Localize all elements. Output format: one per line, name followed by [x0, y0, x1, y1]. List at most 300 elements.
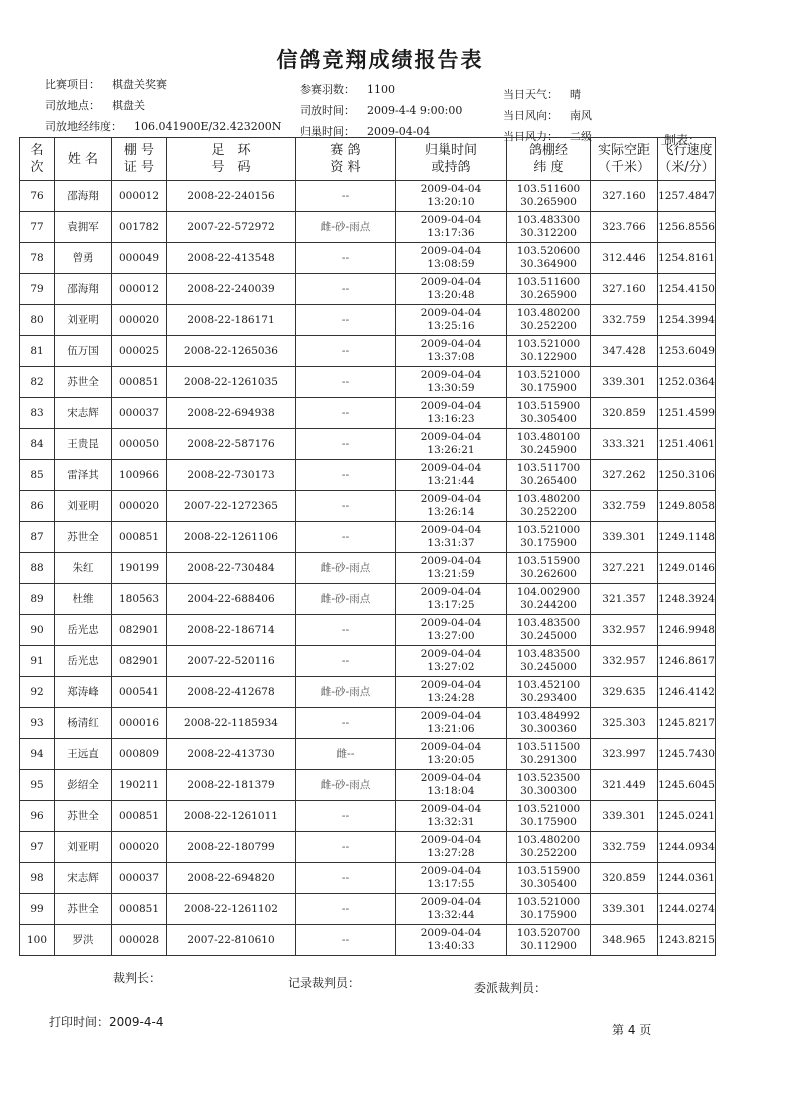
- loft-id-cell: [112, 181, 167, 212]
- loft-id-cell-loft_id: 000541: [118, 685, 160, 698]
- arrival-cell-date: 2009-04-04: [420, 400, 482, 412]
- header-ring: 足 环 号 码: [167, 138, 296, 181]
- rank-cell-rank: 95: [30, 778, 44, 791]
- coord-cell: [507, 491, 591, 522]
- arrival-cell-date: 2009-04-04: [420, 772, 482, 784]
- coord-cell-lon: 103.483500: [516, 617, 581, 629]
- loft-id-cell: [112, 522, 167, 553]
- loft-id-cell: [112, 491, 167, 522]
- arrival-cell: [396, 677, 507, 708]
- rank-cell: [20, 336, 55, 367]
- name-cell-name: 杨清红: [67, 716, 99, 729]
- distance-cell-distance: 325.303: [602, 716, 646, 729]
- ring-cell-ring: 2007-22-520116: [187, 654, 275, 667]
- coord-cell-lon: 103.452100: [516, 679, 581, 691]
- coord-cell-lon: 103.521000: [516, 803, 581, 815]
- info-cell-info: --: [341, 623, 350, 636]
- release-time: [300, 102, 462, 118]
- loft-id-cell-loft_id: 000037: [118, 406, 160, 419]
- rank-cell-rank: 80: [30, 313, 44, 326]
- distance-cell-distance: 321.357: [602, 592, 646, 605]
- rank-cell-rank: 99: [30, 902, 44, 915]
- coord-cell-lon: 103.515900: [516, 400, 581, 412]
- loft-id-cell: [112, 615, 167, 646]
- speed-cell: [658, 274, 716, 305]
- arrival-cell-date: 2009-04-04: [420, 369, 482, 381]
- distance-cell: [591, 212, 658, 243]
- name-cell-name: 宋志辉: [67, 406, 99, 419]
- ring-cell: [167, 181, 296, 212]
- arrival-cell-date: 2009-04-04: [420, 245, 482, 257]
- rank-cell-rank: 88: [30, 561, 44, 574]
- rank-cell-rank: 89: [30, 592, 44, 605]
- ring-cell: [167, 801, 296, 832]
- info-cell: [296, 615, 396, 646]
- speed-cell: [658, 801, 716, 832]
- loft-id-cell: [112, 305, 167, 336]
- rank-cell: [20, 367, 55, 398]
- loft-id-cell: [112, 863, 167, 894]
- rank-cell-rank: 83: [30, 406, 44, 419]
- loft-id-cell-loft_id: 000851: [118, 530, 160, 543]
- speed-cell: [658, 739, 716, 770]
- name-cell-name: 杜维: [72, 592, 94, 605]
- ring-cell: [167, 367, 296, 398]
- table-row: [20, 832, 716, 863]
- name-cell: [55, 429, 112, 460]
- table-row: [20, 677, 716, 708]
- name-cell: [55, 491, 112, 522]
- speed-cell: [658, 367, 716, 398]
- name-cell: [55, 367, 112, 398]
- speed-cell-speed: 1254.3994: [658, 313, 715, 326]
- arrival-cell-time: 13:21:59: [427, 568, 475, 580]
- release-time-label: 司放时间：: [300, 104, 355, 117]
- weather-label: 当日天气：: [503, 88, 558, 101]
- coord-cell: [507, 336, 591, 367]
- arrival-cell: [396, 367, 507, 398]
- speed-cell-speed: 1246.4142: [658, 685, 715, 698]
- speed-cell: [658, 646, 716, 677]
- arrival-cell-time: 13:17:25: [427, 599, 475, 611]
- info-cell: [296, 336, 396, 367]
- distance-cell-distance: 327.262: [602, 468, 646, 481]
- loft-id-cell: [112, 460, 167, 491]
- speed-cell: [658, 925, 716, 956]
- info-cell: [296, 305, 396, 336]
- name-cell: [55, 305, 112, 336]
- header-arrival: 归巢时间 或持鸽: [396, 138, 507, 181]
- coord-cell-lat: 30.300360: [520, 723, 577, 735]
- race-item-value: 棋盘关奖赛: [112, 78, 167, 91]
- wind-direction-label: 当日风向：: [503, 109, 558, 122]
- coord-cell-lat: 30.175900: [520, 909, 577, 921]
- ring-cell-ring: 2008-22-694938: [187, 406, 275, 419]
- arrival-cell-time: 13:24:28: [427, 692, 475, 704]
- name-cell: [55, 894, 112, 925]
- coord-cell-lat: 30.265400: [520, 475, 577, 487]
- coord-cell-lon: 103.521000: [516, 338, 581, 350]
- name-cell-name: 王贵昆: [67, 437, 99, 450]
- ring-cell-ring: 2008-22-1261035: [184, 375, 278, 388]
- ring-cell: [167, 646, 296, 677]
- speed-cell: [658, 584, 716, 615]
- speed-cell-speed: 1256.8556: [658, 220, 715, 233]
- loft-id-cell: [112, 243, 167, 274]
- loft-id-cell: [112, 429, 167, 460]
- info-cell: [296, 243, 396, 274]
- distance-cell: [591, 553, 658, 584]
- name-cell: [55, 677, 112, 708]
- name-cell-name: 刘亚明: [67, 840, 99, 853]
- rank-cell-rank: 79: [30, 282, 44, 295]
- info-cell-info: --: [341, 313, 350, 326]
- coord-cell: [507, 553, 591, 584]
- speed-cell: [658, 429, 716, 460]
- rank-cell: [20, 770, 55, 801]
- name-cell-name: 朱红: [72, 561, 94, 574]
- info-cell: [296, 894, 396, 925]
- speed-cell-speed: 1257.4847: [658, 189, 715, 202]
- speed-cell: [658, 708, 716, 739]
- loft-id-cell-loft_id: 000809: [118, 747, 160, 760]
- release-place-value: 棋盘关: [112, 99, 145, 112]
- rank-cell: [20, 677, 55, 708]
- coord-cell: [507, 832, 591, 863]
- speed-cell-speed: 1251.4599: [658, 406, 715, 419]
- loft-id-cell: [112, 398, 167, 429]
- coord-cell-lat: 30.293400: [520, 692, 577, 704]
- name-cell-name: 罗洪: [72, 933, 94, 946]
- arrival-cell-date: 2009-04-04: [420, 834, 482, 846]
- info-cell-info: --: [341, 251, 350, 264]
- loft-id-cell-loft_id: 000020: [118, 840, 160, 853]
- arrival-cell-time: 13:08:59: [427, 258, 475, 270]
- ring-cell-ring: 2008-22-1185934: [184, 716, 278, 729]
- ring-cell: [167, 739, 296, 770]
- rank-cell: [20, 925, 55, 956]
- distance-cell: [591, 584, 658, 615]
- coord-cell-lon: 103.480100: [516, 431, 581, 443]
- name-cell-name: 苏世全: [67, 375, 99, 388]
- ring-cell-ring: 2008-22-1261102: [184, 902, 278, 915]
- rank-cell: [20, 429, 55, 460]
- arrival-cell: [396, 274, 507, 305]
- results-table: [19, 137, 716, 956]
- distance-cell: [591, 336, 658, 367]
- ring-cell: [167, 894, 296, 925]
- arrival-cell-time: 13:25:16: [427, 320, 475, 332]
- info-cell-info: 雌-砂-雨点: [320, 778, 371, 791]
- entries: [300, 81, 395, 97]
- loft-id-cell: [112, 367, 167, 398]
- ring-cell-ring: 2008-22-1265036: [184, 344, 278, 357]
- ring-cell-ring: 2008-22-413548: [187, 251, 275, 264]
- distance-cell-distance: 323.766: [602, 220, 646, 233]
- info-cell: [296, 925, 396, 956]
- loft-id-cell: [112, 677, 167, 708]
- distance-cell-distance: 339.301: [602, 375, 646, 388]
- rank-cell: [20, 863, 55, 894]
- distance-cell: [591, 243, 658, 274]
- coord-cell: [507, 398, 591, 429]
- loft-id-cell-loft_id: 190199: [118, 561, 160, 574]
- speed-cell: [658, 336, 716, 367]
- rank-cell: [20, 894, 55, 925]
- distance-cell: [591, 522, 658, 553]
- header-distance: 实际空距 （千米）: [591, 138, 658, 181]
- arrival-cell-date: 2009-04-04: [420, 214, 482, 226]
- rank-cell-rank: 76: [30, 189, 44, 202]
- table-row: [20, 398, 716, 429]
- speed-cell-speed: 1252.0364: [658, 375, 715, 388]
- distance-cell: [591, 677, 658, 708]
- arrival-cell: [396, 770, 507, 801]
- arrival-cell-time: 13:21:44: [427, 475, 475, 487]
- loft-id-cell: [112, 925, 167, 956]
- loft-id-cell-loft_id: 000020: [118, 313, 160, 326]
- coord-cell-lat: 30.175900: [520, 537, 577, 549]
- arrival-cell: [396, 832, 507, 863]
- name-cell: [55, 801, 112, 832]
- arrival-cell-time: 13:32:44: [427, 909, 475, 921]
- info-cell: [296, 491, 396, 522]
- arrival-cell: [396, 305, 507, 336]
- name-cell: [55, 460, 112, 491]
- name-cell: [55, 181, 112, 212]
- name-cell: [55, 553, 112, 584]
- loft-id-cell-loft_id: 082901: [118, 623, 160, 636]
- coord-cell: [507, 739, 591, 770]
- arrival-cell-time: 13:21:06: [427, 723, 475, 735]
- arrival-cell: [396, 584, 507, 615]
- release-coord-label: 司放地经纬度：: [45, 120, 122, 133]
- coord-cell-lon: 103.511700: [516, 462, 581, 474]
- distance-cell: [591, 274, 658, 305]
- release-place: [45, 97, 145, 113]
- info-cell-info: --: [341, 902, 350, 915]
- rank-cell-rank: 98: [30, 871, 44, 884]
- arrival-cell: [396, 429, 507, 460]
- arrival-cell: [396, 522, 507, 553]
- distance-cell-distance: 327.221: [602, 561, 646, 574]
- rank-cell-rank: 100: [26, 933, 48, 946]
- arrival-cell: [396, 708, 507, 739]
- coord-cell-lon: 103.511600: [516, 183, 581, 195]
- speed-cell: [658, 243, 716, 274]
- assigned-referee-label: 委派裁判员：: [474, 981, 547, 995]
- coord-cell: [507, 708, 591, 739]
- release-coord: [45, 118, 281, 134]
- rank-cell: [20, 243, 55, 274]
- loft-id-cell: [112, 894, 167, 925]
- coord-cell-lon: 103.520600: [516, 245, 581, 257]
- info-cell: [296, 212, 396, 243]
- entries-value: 1100: [367, 83, 395, 96]
- loft-id-cell-loft_id: 190211: [118, 778, 160, 791]
- coord-cell: [507, 677, 591, 708]
- coord-cell: [507, 770, 591, 801]
- rank-cell-rank: 85: [30, 468, 44, 481]
- table-row: [20, 367, 716, 398]
- speed-cell-speed: 1250.3106: [658, 468, 715, 481]
- loft-id-cell-loft_id: 000851: [118, 375, 160, 388]
- name-cell-name: 伍万国: [67, 344, 99, 357]
- rank-cell-rank: 97: [30, 840, 44, 853]
- info-cell-info: --: [341, 654, 350, 667]
- coord-cell: [507, 646, 591, 677]
- distance-cell: [591, 863, 658, 894]
- speed-cell-speed: 1249.0146: [658, 561, 715, 574]
- distance-cell: [591, 398, 658, 429]
- distance-cell: [591, 305, 658, 336]
- speed-cell-speed: 1244.0274: [658, 902, 715, 915]
- arrival-cell: [396, 739, 507, 770]
- speed-cell-speed: 1251.4061: [658, 437, 715, 450]
- loft-id-cell-loft_id: 000050: [118, 437, 160, 450]
- name-cell: [55, 274, 112, 305]
- arrival-cell-date: 2009-04-04: [420, 648, 482, 660]
- rank-cell: [20, 646, 55, 677]
- arrival-cell-time: 13:40:33: [427, 940, 475, 952]
- distance-cell-distance: 332.759: [602, 313, 646, 326]
- table-row: [20, 739, 716, 770]
- coord-cell-lat: 30.312200: [520, 227, 577, 239]
- arrival-cell-time: 13:30:59: [427, 382, 475, 394]
- arrival-cell-time: 13:26:14: [427, 506, 475, 518]
- arrival-cell-date: 2009-04-04: [420, 710, 482, 722]
- header-speed: 飞行速度 （米/分）: [658, 138, 716, 181]
- distance-cell: [591, 832, 658, 863]
- name-cell: [55, 522, 112, 553]
- speed-cell-speed: 1245.6045: [658, 778, 715, 791]
- header-name: 姓 名: [55, 138, 112, 181]
- loft-id-cell: [112, 584, 167, 615]
- distance-cell-distance: 327.160: [602, 189, 646, 202]
- ring-cell-ring: 2008-22-730484: [187, 561, 275, 574]
- arrival-cell-date: 2009-04-04: [420, 586, 482, 598]
- rank-cell: [20, 274, 55, 305]
- table-row: [20, 429, 716, 460]
- ring-cell: [167, 429, 296, 460]
- name-cell: [55, 212, 112, 243]
- speed-cell-speed: 1244.0934: [658, 840, 715, 853]
- distance-cell-distance: 332.957: [602, 623, 646, 636]
- coord-cell-lon: 103.483300: [516, 214, 581, 226]
- coord-cell-lat: 30.245000: [520, 661, 577, 673]
- rank-cell-rank: 81: [30, 344, 44, 357]
- loft-id-cell: [112, 646, 167, 677]
- table-row: [20, 584, 716, 615]
- coord-cell-lon: 103.515900: [516, 865, 581, 877]
- arrival-cell-time: 13:27:00: [427, 630, 475, 642]
- arrival-cell-time: 13:27:28: [427, 847, 475, 859]
- info-cell: [296, 181, 396, 212]
- coord-cell: [507, 925, 591, 956]
- name-cell: [55, 770, 112, 801]
- coord-cell: [507, 429, 591, 460]
- name-cell-name: 邵海翔: [67, 189, 99, 202]
- speed-cell-speed: 1246.8617: [658, 654, 715, 667]
- info-cell-info: 雌-砂-雨点: [320, 220, 371, 233]
- coord-cell-lat: 30.300300: [520, 785, 577, 797]
- speed-cell-speed: 1246.9948: [658, 623, 715, 636]
- name-cell-name: 邵海翔: [67, 282, 99, 295]
- distance-cell-distance: 320.859: [602, 871, 646, 884]
- info-cell: [296, 770, 396, 801]
- rank-cell: [20, 305, 55, 336]
- release-coord-value: 106.041900E/32.423200N: [134, 120, 282, 133]
- coord-cell-lat: 30.252200: [520, 506, 577, 518]
- ring-cell: [167, 305, 296, 336]
- arrival-cell-date: 2009-04-04: [420, 431, 482, 443]
- table-row: [20, 553, 716, 584]
- table-row: [20, 770, 716, 801]
- loft-id-cell-loft_id: 000025: [118, 344, 160, 357]
- wind-direction: [503, 107, 592, 123]
- loft-id-cell-loft_id: 000016: [118, 716, 160, 729]
- coord-cell-lat: 30.175900: [520, 382, 577, 394]
- distance-cell-distance: 348.965: [602, 933, 646, 946]
- name-cell-name: 苏世全: [67, 530, 99, 543]
- ring-cell: [167, 243, 296, 274]
- loft-id-cell: [112, 274, 167, 305]
- arrival-cell-date: 2009-04-04: [420, 617, 482, 629]
- speed-cell-speed: 1254.4150: [658, 282, 715, 295]
- ring-cell-ring: 2008-22-730173: [187, 468, 275, 481]
- ring-cell: [167, 336, 296, 367]
- arrival-cell-time: 13:32:31: [427, 816, 475, 828]
- ring-cell-ring: 2008-22-412678: [187, 685, 275, 698]
- info-cell-info: --: [341, 189, 350, 202]
- name-cell-name: 苏世全: [67, 902, 99, 915]
- info-cell-info: 雌-砂-雨点: [320, 685, 371, 698]
- speed-cell-speed: 1245.8217: [658, 716, 715, 729]
- print-time: 打印时间：2009-4-4: [49, 1015, 164, 1029]
- coord-cell-lat: 30.252200: [520, 320, 577, 332]
- ring-cell-ring: 2008-22-240039: [187, 282, 275, 295]
- loft-id-cell: [112, 212, 167, 243]
- distance-cell: [591, 460, 658, 491]
- distance-cell: [591, 770, 658, 801]
- name-cell: [55, 615, 112, 646]
- wind-force-label: 当日风力：: [503, 130, 558, 143]
- coord-cell: [507, 243, 591, 274]
- distance-cell-distance: 332.759: [602, 499, 646, 512]
- info-cell: [296, 801, 396, 832]
- speed-cell-speed: 1244.0361: [658, 871, 715, 884]
- rank-cell: [20, 522, 55, 553]
- table-row: [20, 646, 716, 677]
- arrival-cell: [396, 398, 507, 429]
- table-row: [20, 181, 716, 212]
- coord-cell-lon: 103.480200: [516, 834, 581, 846]
- weather: [503, 86, 581, 102]
- ring-cell-ring: 2008-22-180799: [187, 840, 275, 853]
- table-row: [20, 863, 716, 894]
- distance-cell-distance: 321.449: [602, 778, 646, 791]
- info-cell: [296, 429, 396, 460]
- loft-id-cell-loft_id: 000020: [118, 499, 160, 512]
- distance-cell-distance: 327.160: [602, 282, 646, 295]
- ring-cell-ring: 2008-22-694820: [187, 871, 275, 884]
- arrival-cell-date: 2009-04-04: [420, 896, 482, 908]
- arrival-cell: [396, 615, 507, 646]
- rank-cell-rank: 90: [30, 623, 44, 636]
- distance-cell: [591, 894, 658, 925]
- info-cell-info: --: [341, 933, 350, 946]
- coord-cell-lat: 30.305400: [520, 878, 577, 890]
